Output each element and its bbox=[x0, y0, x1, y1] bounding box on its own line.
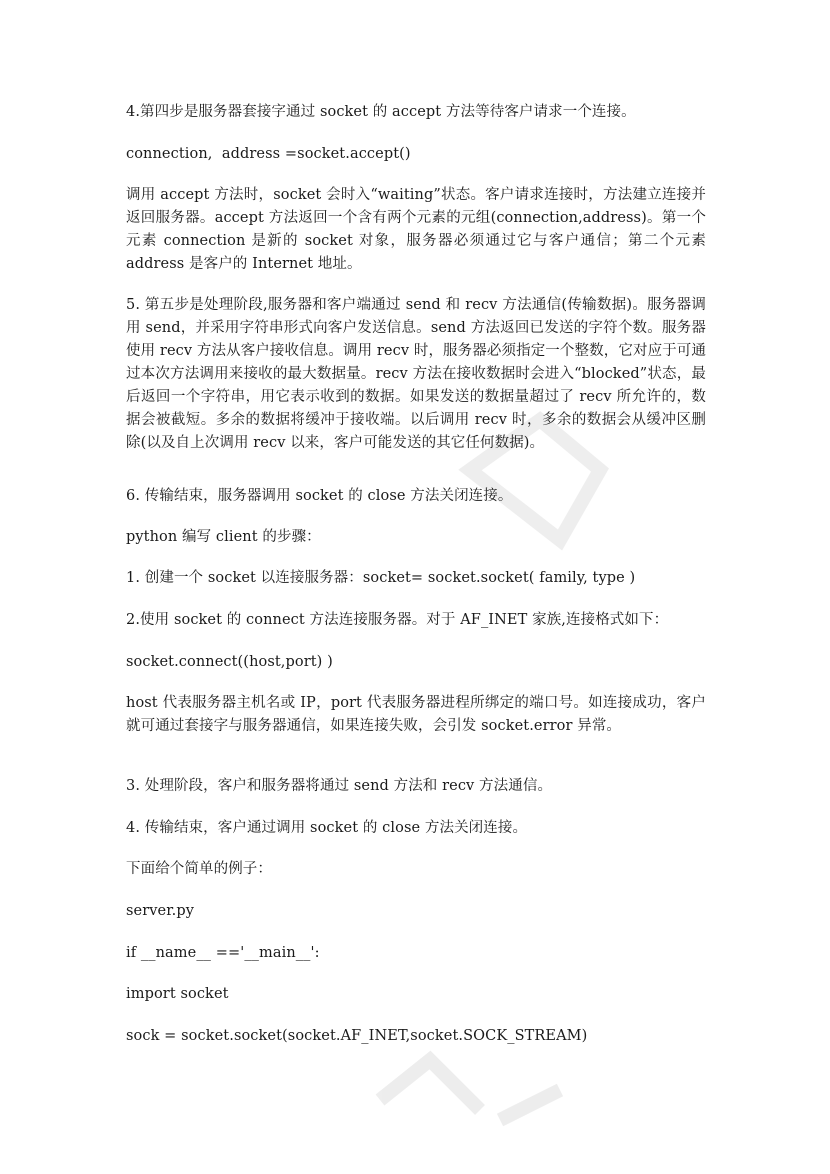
code-main-guard: if __name__ =='__main__': bbox=[126, 945, 320, 961]
paragraph-step4: 4.第四步是服务器套接字通过 socket 的 accept 方法等待客户请求一个连接。 bbox=[126, 104, 636, 120]
paragraph-client-steps-heading: python 编写 client 的步骤： bbox=[126, 529, 321, 545]
paragraph-client-step2: 2.使用 socket 的 connect 方法连接服务器。对于 AF_INET 家族,连接格式如下： bbox=[126, 612, 669, 628]
code-connect: socket.connect((host,port) ) bbox=[126, 654, 333, 670]
paragraph-accept-explanation: 调用 accept 方法时，socket 会时入“waiting”状态。客户请求连接时，方法建立连接并返回服务器。accept 方法返回一个含有两个元素的元组(connection,address)。第一个元素 connection 是新的 socket 对象，服务器必须通过它与客户通信；第二个元素 address 是客户的 Internet 地址。 bbox=[126, 187, 711, 272]
paragraph-host-port: host 代表服务器主机名或 IP，port 代表服务器进程所绑定的端口号。如连接成功，客户就可通过套接字与服务器通信，如果连接失败，会引发 socket.error 异常。 bbox=[126, 695, 706, 734]
paragraph-example-intro: 下面给个简单的例子： bbox=[126, 861, 272, 877]
paragraph-client-step4: 4. 传输结束，客户通过调用 socket 的 close 方法关闭连接。 bbox=[126, 820, 528, 836]
code-import-socket: import socket bbox=[126, 986, 229, 1002]
code-accept: connection, address =socket.accept() bbox=[126, 146, 411, 162]
code-server-filename: server.py bbox=[126, 903, 195, 919]
code-create-socket: sock = socket.socket(socket.AF_INET,socket.SOCK_STREAM) bbox=[126, 1028, 588, 1044]
paragraph-step5: 5. 第五步是处理阶段,服务器和客户端通过 send 和 recv 方法通信(传输数据)。服务器调用 send，并采用字符串形式向客户发送信息。send 方法返回已发送的字符个数。服务器使用 recv 方法从客户接收信息。调用 recv 时，服务器必须指定一个整数，它对应于可通过本次方法调用来接收的最大数据量。recv 方法在接收数据时会进入“blocked”状态，最后返回一个字符串，用它表示收到的数据。如果发送的数据量超过了 recv 所允许的，数据会被截短。多余的数据将缓冲于接收端。以后调用 recv 时，多余的数据会从缓冲区删除(以及自上次调用 recv 以来，客户可能发送的其它任何数据)。 bbox=[126, 297, 706, 451]
paragraph-step6: 6. 传输结束，服务器调用 socket 的 close 方法关闭连接。 bbox=[126, 488, 513, 504]
paragraph-client-step1: 1. 创建一个 socket 以连接服务器：socket= socket.socket( family, type ) bbox=[126, 570, 636, 586]
paragraph-client-step3: 3. 处理阶段，客户和服务器将通过 send 方法和 recv 方法通信。 bbox=[126, 778, 553, 794]
